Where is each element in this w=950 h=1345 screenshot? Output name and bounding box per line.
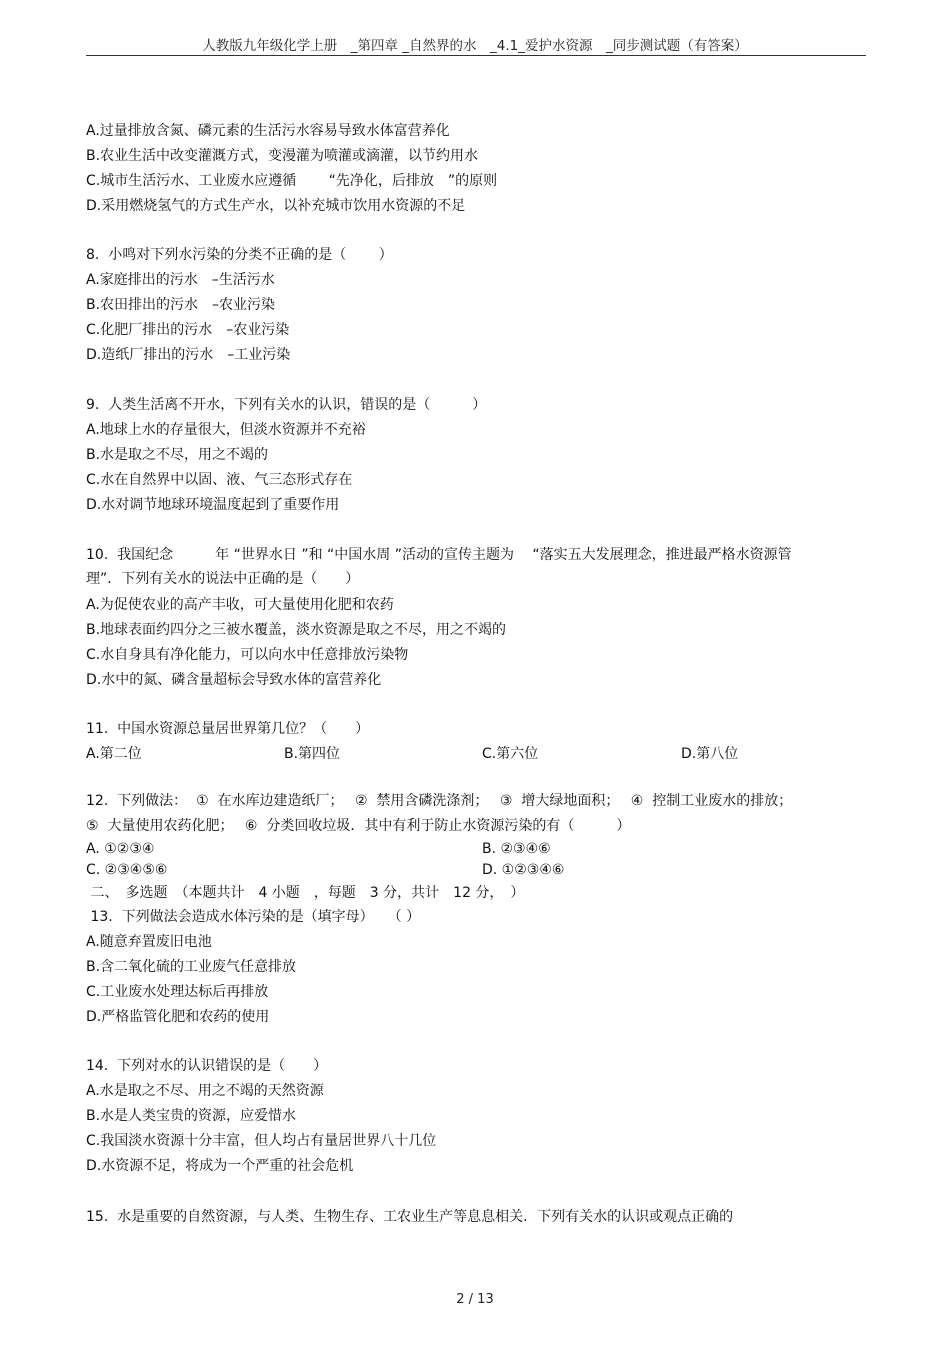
q13-option-a: A.随意弃置废旧电池 (86, 934, 212, 950)
header-divider (86, 55, 866, 56)
q7-option-b: B.农业生活中改变灌溉方式，变漫灌为喷灌或滴灌，以节约用水 (86, 148, 479, 164)
q11-stem: 11. 中国水资源总量居世界第几位？（ ） (86, 721, 370, 737)
q10-stem-line1: 10. 我国纪念 年 “世界水日 ”和 “中国水周 ”活动的宣传主题为 “落实五大发展理念，推进最严格水资源管 (86, 547, 792, 563)
q8-option-c: C.化肥厂排出的污水 –农业污染 (86, 322, 290, 338)
q11-option-c: C.第六位 (482, 746, 539, 762)
q14-option-d: D.水资源不足，将成为一个严重的社会危机 (86, 1158, 354, 1174)
q8-stem: 8. 小鸣对下列水污染的分类不正确的是（ ） (86, 247, 393, 263)
q10-option-d: D.水中的氮、磷含量超标会导致水体的富营养化 (86, 672, 382, 688)
q15-stem: 15. 水是重要的自然资源，与人类、生物生存、工农业生产等息息相关．下列有关水的认识或观点正确的 (86, 1209, 734, 1225)
q9-option-c: C.水在自然界中以固、液、气三态形式存在 (86, 472, 353, 488)
q12-option-b: B. ②③④⑥ (482, 841, 551, 857)
q10-stem-line2: 理”．下列有关水的说法中正确的是（ ） (86, 571, 360, 587)
q11-option-d: D.第八位 (681, 746, 739, 762)
q7-option-c: C.城市生活污水、工业废水应遵循 “先净化，后排放 ”的原则 (86, 173, 498, 189)
q12-stem-line2: ⑤ 大量使用农药化肥； ⑥ 分类回收垃圾．其中有利于防止水资源污染的有（ ） (86, 818, 631, 834)
q13-option-c: C.工业废水处理达标后再排放 (86, 984, 269, 1000)
q10-option-b: B.地球表面约四分之三被水覆盖，淡水资源是取之不尽，用之不竭的 (86, 622, 507, 638)
q9-option-d: D.水对调节地球环境温度起到了重要作用 (86, 497, 340, 513)
q8-option-a: A.家庭排出的污水 –生活污水 (86, 272, 275, 288)
q8-option-b: B.农田排出的污水 –农业污染 (86, 297, 276, 313)
q11-option-a: A.第二位 (86, 746, 142, 762)
q14-option-c: C.我国淡水资源十分丰富，但人均占有量居世界八十几位 (86, 1133, 437, 1149)
page-number: 2 / 13 (456, 1292, 494, 1307)
q9-option-b: B.水是取之不尽，用之不竭的 (86, 447, 269, 463)
q8-option-d: D.造纸厂排出的污水 –工业污染 (86, 347, 291, 363)
q13-option-b: B.含二氧化硫的工业废气任意排放 (86, 959, 297, 975)
q14-option-b: B.水是人类宝贵的资源，应爱惜水 (86, 1108, 297, 1124)
q12-stem-line1: 12. 下列做法： ① 在水库边建造纸厂； ② 禁用含磷洗涤剂； ③ 增大绿地面积； ④ 控制工业废水的排放； (86, 793, 793, 809)
q7-option-a: A.过量排放含氮、磷元素的生活污水容易导致水体富营养化 (86, 123, 450, 139)
q13-option-d: D.严格监管化肥和农药的使用 (86, 1009, 270, 1025)
document-header-title: 人教版九年级化学上册 _第四章 _自然界的水 _4.1_爱护水资源 _同步测试题（有答案） (202, 38, 748, 54)
q12-option-a: A. ①②③④ (86, 841, 155, 857)
q9-stem: 9. 人类生活离不开水，下列有关水的认识，错误的是（ ） (86, 397, 487, 413)
section2-heading: 二、 多选题 （本题共计 4 小题 ，每题 3 分，共计 12 分， ） (86, 885, 525, 901)
q10-option-a: A.为促使农业的高产丰收，可大量使用化肥和农药 (86, 597, 394, 613)
q14-stem: 14. 下列对水的认识错误的是（ ） (86, 1058, 328, 1074)
q10-option-c: C.水自身具有净化能力，可以向水中任意排放污染物 (86, 647, 409, 663)
q7-option-d: D.采用燃烧氢气的方式生产水，以补充城市饮用水资源的不足 (86, 198, 466, 214)
q13-stem: 13. 下列做法会造成水体污染的是（填字母） （ ） (86, 909, 421, 925)
q11-option-b: B.第四位 (284, 746, 341, 762)
q12-option-d: D. ①②③④⑥ (482, 862, 565, 878)
q9-option-a: A.地球上水的存量很大，但淡水资源并不充裕 (86, 422, 366, 438)
q12-option-c: C. ②③④⑤⑥ (86, 862, 168, 878)
q14-option-a: A.水是取之不尽、用之不竭的天然资源 (86, 1083, 324, 1099)
